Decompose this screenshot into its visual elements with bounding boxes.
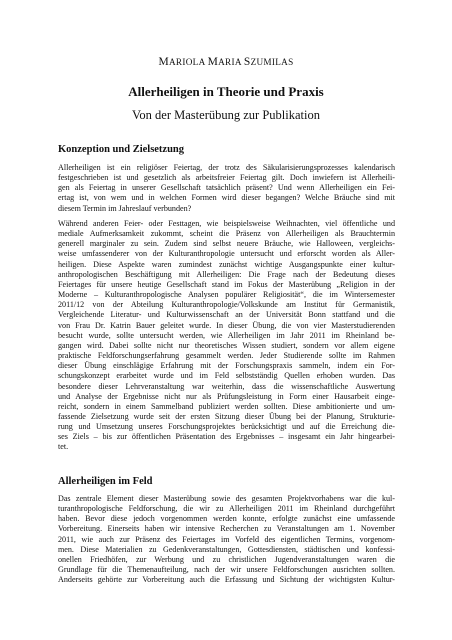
text-line: und Analyse der Ergebnisse nicht nur als Prüfungsleistung in Form einer Hausarbeit einge-: [58, 391, 395, 401]
text-line: von Frau Dr. Katrin Bauer geleitet wurde. In dieser Übung, die von vier Masterstudierenden: [58, 320, 395, 330]
author-initial-first: M: [158, 56, 169, 68]
document-subtitle: Von der Masterübung zur Publikation: [132, 108, 320, 122]
author-initial-middle: M: [207, 56, 219, 68]
author-name: [0, 56, 452, 68]
text-line: diesem Termin im Jahreslauf verbunden?: [58, 203, 192, 213]
text-line: ses Ziels – bis zur öffentlichen Präsentation des Ergebnisses – insgesamt ein Jahr hingearbei-: [58, 432, 395, 442]
text-line: festgeschrieben ist und gesetzlich als arbeitsfreier Feiertag gilt. Doch inwiefern ist Allerheili-: [58, 173, 395, 183]
paragraph-konzeption: [58, 219, 395, 453]
text-line: praktische Feldforschungserfahrung gesammelt werden. Jeder Studierende sollte im Rahmen: [58, 351, 395, 361]
text-line: fassende Zielsetzung wurde seit der ersten Sitzung dieser Übung bei der Planung, Strukturie-: [58, 411, 395, 421]
text-line: Moderne – Kulturanthropologische Analysen populärer Religiosität“, die im Wintersemester: [58, 290, 395, 300]
text-line: Anderseits gehörte zur Vorbereitung auch die Erfassung und Sichtung der wichtigsten Kultur-: [58, 575, 395, 585]
text-line: onellen Friedhöfen, zur Werbung und zu christlichen Jugendveranstaltungen waren die: [58, 554, 395, 564]
text-line: ertag ist, von wem und in welchen Formen wird dieser begangen? Welche Bräuche sind mit: [58, 193, 395, 203]
text-line: haben. Bevor diese jedoch vorgenommen werden konnte, erfolgte zunächst eine umfassende: [58, 514, 395, 524]
author-rest-last: ZUMILAS: [250, 57, 294, 67]
text-line: Vergleichende Literatur- und Kulturwissenschaft an der Universität Bonn stattfand und die: [58, 310, 395, 320]
text-line: besondere dieser Lehrveranstaltung war weiterhin, dass die wissenschaftliche Auswertung: [58, 381, 395, 391]
text-line: schungskonzept erarbeitet wurde und im Feld selbstständig Quellen erhoben wurden. Das: [58, 371, 395, 381]
text-line: Während anderen Feier- oder Festtagen, wie beispielsweise Weihnachten, viel öffentliche und: [58, 219, 395, 228]
text-line: rung und Umsetzung unseres Forschungsprojektes berücksichtigt und auf die Erreichung die-: [58, 422, 395, 432]
paragraph-intro: [58, 163, 395, 214]
text-line: besucht wurde, sollte untersucht werden, wie Allerheiligen im Jahr 2011 im Rheinland be-: [58, 330, 395, 340]
document-title: Allerheiligen in Theorie und Praxis: [128, 84, 324, 99]
author-rest-first: ARIOLA: [169, 57, 208, 67]
section-heading-konzeption: Konzeption und Zielsetzung: [58, 144, 185, 155]
section-heading-feld: Allerheiligen im Feld: [58, 476, 153, 487]
text-line: Allerheiligen ist ein religiöser Feiertag, der trotz des Säkularisierungsprozesses kalendarisch: [58, 163, 395, 172]
text-line: 2011/12 von der Abteilung Kulturanthropologie/Volkskunde am Institut für Germanistik,: [58, 300, 395, 310]
text-line: tet.: [58, 442, 69, 452]
paragraph-feld: [58, 494, 395, 585]
text-line: Vorbereitung. Einerseits haben wir intensive Recherchen zu Veranstaltungen am 1. November: [58, 524, 395, 534]
text-line: Das zentrale Element dieser Masterübung sowie des gesamten Projektvorhabens war die kul-: [58, 494, 395, 503]
text-line: anthropologischen Beschäftigung mit Allerheiligen: Die Frage nach der Bedeutung dieses: [58, 269, 395, 279]
text-line: men. Diese Materialien zu Gedenkveranstaltungen, Gottesdiensten, städtischen und konfessi-: [58, 544, 395, 554]
author-rest-middle: ARIA: [218, 57, 244, 67]
text-line: dieser Übung einschlägige Erfahrung mit der Forschungspraxis sammeln, indem ein For-: [58, 361, 395, 371]
text-line: Feiertages für unsere heutige Gesellschaft stand im Fokus der Masterübung „Religion in der: [58, 279, 395, 289]
author-initial-last: S: [243, 56, 251, 68]
text-line: gangen wird. Dabei sollte nicht nur theoretisches Wissen studiert, sondern vor allem eigene: [58, 340, 395, 350]
text-line: generell marginaler zu sein. Zudem sind selbst neuere Bräuche, wie Halloween, vergleichs-: [58, 239, 395, 249]
text-line: 2011, wie auch zur Präsenz des Feiertages im Vorfeld des eigentlichen Termins, vorgenom-: [58, 534, 395, 544]
text-line: gen als Feiertag in unserer Gesellschaft tatsächlich präsent? Und wenn Allerheiligen ein Fei-: [58, 183, 395, 193]
text-line: mediale Aufmerksamkeit zukommt, scheint die Präsenz von Allerheiligen als Brauchtermin: [58, 229, 395, 239]
text-line: weise umfassenderer von der Kulturanthropologie untersucht und erforscht worden als Aller-: [58, 249, 395, 259]
text-line: heiligen. Diese Aspekte waren zumindest zunächst wichtige Ausgangspunkte einer kultur-: [58, 259, 395, 269]
text-line: turanthropologische Feldforschung, die wir zu Allerheiligen 2011 im Rheinland durchgeführt: [58, 504, 395, 514]
text-line: reicht, sondern in einem Sammelband publiziert werden sollten. Diese ambitionierte und um-: [58, 401, 395, 411]
text-line: Grundlage für die Themenaufteilung, nach der wir unsere Feldforschungen ausrichten sollten.: [58, 565, 395, 575]
